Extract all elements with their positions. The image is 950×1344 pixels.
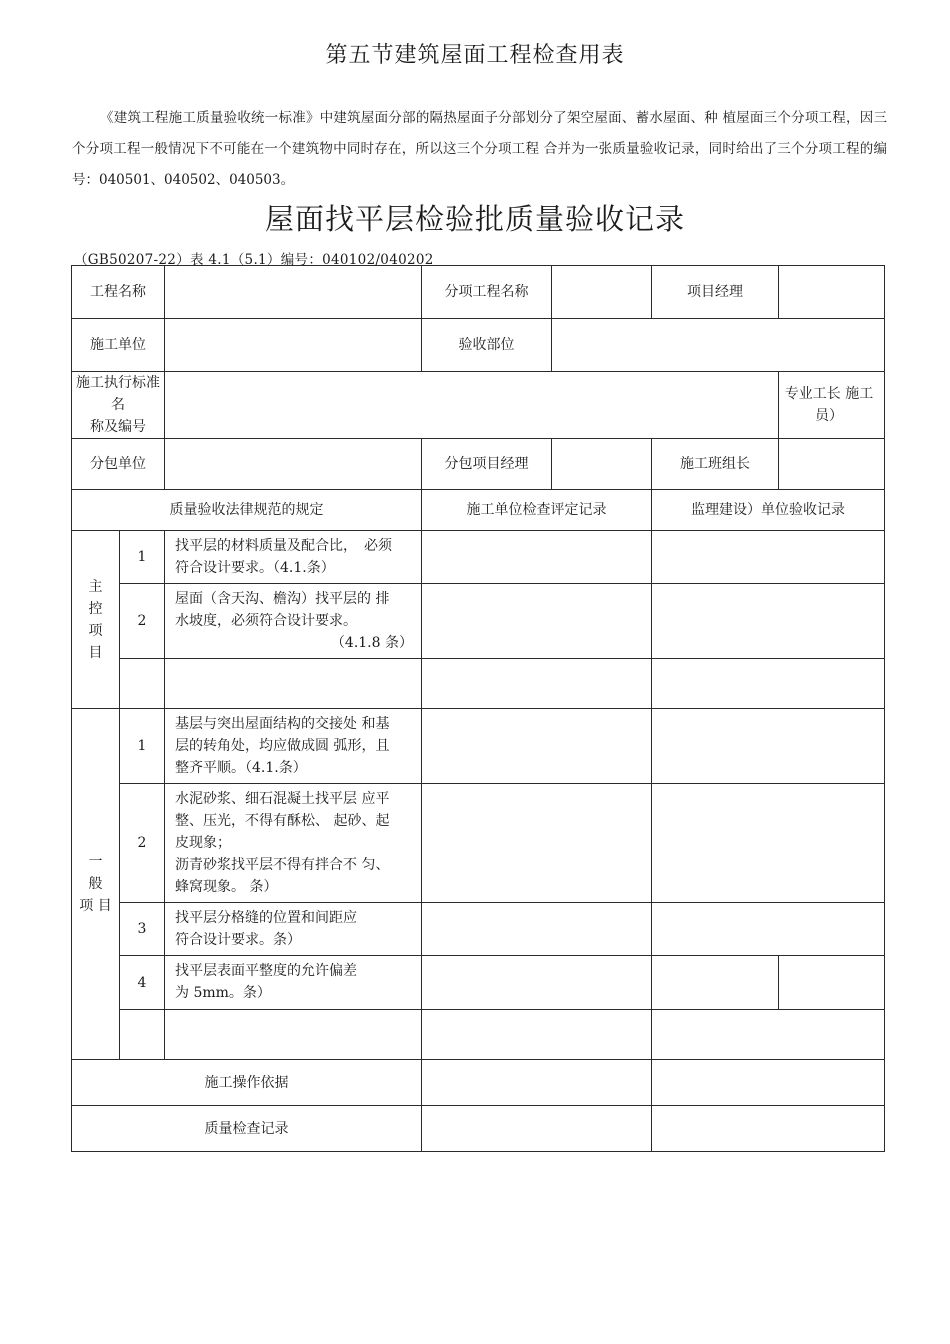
subcontractor-label: 分包单位: [72, 439, 165, 490]
standard-label-line2: 称及编号: [90, 419, 146, 435]
general-row-4: [72, 956, 885, 1010]
header-row-standard: [72, 372, 885, 439]
acceptance-record-table: [71, 265, 885, 1152]
general-label: [72, 709, 120, 1060]
item-requirement: [165, 709, 422, 784]
item-number: 2: [120, 784, 165, 903]
item-requirement-blank[interactable]: [165, 1010, 422, 1060]
standard-label: [72, 372, 165, 439]
contractor-check-cell[interactable]: [422, 1010, 652, 1060]
supervisor-check-cell[interactable]: [652, 709, 885, 784]
item-number: 3: [120, 903, 165, 956]
standard-value[interactable]: [165, 372, 779, 439]
supervisor-check-cell[interactable]: [652, 784, 885, 903]
requirement-line: 找平层分格缝的位置和间距应: [175, 910, 357, 926]
general-row-3: [72, 903, 885, 956]
standard-label-line1: 施工执行标准 名: [76, 375, 160, 413]
contractor-check-cell[interactable]: [422, 956, 652, 1010]
item-requirement: [165, 903, 422, 956]
intro-paragraph: 《建筑工程施工质量验收统一标准》中建筑屋面分部的隔热屋面子分部划分了架空屋面、蓄水屋面、种 植屋面三个分项工程，因三个分项工程一般情况下不可能在一个建筑物中同时存在，所以这三个分项工程 合并为一张质量验收记录，同时给出了三个分项工程的编号：040501、040502、040503。: [72, 110, 887, 188]
foreman-label-line1: 专业工长 施工: [784, 386, 874, 402]
contractor-check-column-header: 施工单位检查评定记录: [422, 490, 652, 531]
page-title: 第五节建筑屋面工程检查用表: [325, 43, 625, 68]
header-row-project: [72, 266, 885, 319]
form-title: 屋面找平层检验批质量验收记录: [264, 202, 685, 236]
basis-row: [72, 1060, 885, 1106]
spec-column-header: 质量验收法律规范的规定: [72, 490, 422, 531]
item-number-blank: [120, 659, 165, 709]
contractor-check-cell[interactable]: [422, 531, 652, 584]
supervisor-check-cell[interactable]: [652, 659, 885, 709]
contractor-check-cell[interactable]: [422, 784, 652, 903]
sub-manager-value[interactable]: [552, 439, 652, 490]
acceptance-part-label: 验收部位: [422, 319, 552, 372]
project-manager-value[interactable]: [779, 266, 885, 319]
project-name-label: 工程名称: [72, 266, 165, 319]
column-header-row: [72, 490, 885, 531]
team-leader-label: 施工班组长: [652, 439, 779, 490]
requirement-line: 符合设计要求。条）: [175, 932, 301, 948]
general-label-char: 般: [88, 876, 103, 892]
requirement-line: 找平层的材料质量及配合比， 必须: [175, 538, 392, 554]
item-requirement: [165, 531, 422, 584]
operation-basis-contractor[interactable]: [422, 1060, 652, 1106]
requirement-line: 屋面（含天沟、檐沟）找平层的 排: [175, 591, 390, 607]
general-row-blank: [72, 1010, 885, 1060]
contractor-value[interactable]: [165, 319, 422, 372]
requirement-line: 沥青砂浆找平层不得有拌合不 匀、: [175, 857, 390, 873]
contractor-check-cell[interactable]: [422, 709, 652, 784]
requirement-line: 符合设计要求。（4.1.条）: [175, 560, 335, 576]
main-control-label-char: 项: [88, 622, 103, 639]
contractor-check-cell[interactable]: [422, 903, 652, 956]
contractor-check-cell[interactable]: [422, 584, 652, 659]
contractor-label: 施工单位: [72, 319, 165, 372]
requirement-line: 为 5mm。条）: [175, 985, 271, 1001]
main-control-row-2: [72, 584, 885, 659]
item-number: 2: [120, 584, 165, 659]
item-requirement: [165, 584, 422, 659]
item-number-blank: [120, 1010, 165, 1060]
contractor-check-cell[interactable]: [422, 659, 652, 709]
supervisor-check-cell-b[interactable]: [779, 956, 885, 1010]
requirement-line: 层的转角处，均应做成圆 弧形，且: [175, 738, 390, 754]
sub-manager-label: 分包项目经理: [422, 439, 552, 490]
quality-record-supervisor[interactable]: [652, 1106, 885, 1152]
header-row-contractor: [72, 319, 885, 372]
general-label-char: 一: [88, 854, 103, 870]
supervisor-check-cell[interactable]: [652, 903, 885, 956]
acceptance-part-value[interactable]: [552, 319, 885, 372]
foreman-cell: [779, 372, 885, 439]
requirement-line: 基层与突出屋面结构的交接处 和基: [175, 716, 390, 732]
supervisor-check-cell[interactable]: [652, 531, 885, 584]
general-label-char: 项 目: [79, 898, 112, 914]
item-requirement: [165, 956, 422, 1010]
item-number: 4: [120, 956, 165, 1010]
item-requirement: [165, 784, 422, 903]
supervisor-check-cell-a[interactable]: [652, 956, 779, 1010]
main-control-row-blank: [72, 659, 885, 709]
item-number: 1: [120, 531, 165, 584]
item-number: 1: [120, 709, 165, 784]
main-control-label-char: 主: [88, 578, 103, 595]
supervisor-check-column-header: 监理建设）单位验收记录: [652, 490, 885, 531]
general-row-1: [72, 709, 885, 784]
sub-project-name-value[interactable]: [552, 266, 652, 319]
general-row-2: [72, 784, 885, 903]
form-code: （GB50207-22）表 4.1（5.1）编号：040102/040202: [74, 252, 434, 268]
operation-basis-label: 施工操作依据: [72, 1060, 422, 1106]
sub-project-name-label: 分项工程名称: [422, 266, 552, 319]
quality-record-contractor[interactable]: [422, 1106, 652, 1152]
team-leader-value[interactable]: [779, 439, 885, 490]
main-control-label-char: 目: [88, 644, 103, 661]
subcontractor-value[interactable]: [165, 439, 422, 490]
requirement-line: 整齐平顺。（4.1.条）: [175, 760, 307, 776]
operation-basis-supervisor[interactable]: [652, 1060, 885, 1106]
supervisor-check-cell[interactable]: [652, 584, 885, 659]
requirement-line: 水坡度，必须符合设计要求。: [175, 613, 357, 629]
supervisor-check-cell[interactable]: [652, 1010, 885, 1060]
requirement-line: 整、压光，不得有酥松、 起砂、起: [175, 813, 390, 829]
header-row-subcontractor: [72, 439, 885, 490]
main-control-label: [72, 531, 120, 709]
requirement-line: 水泥砂浆、细石混凝土找平层 应平: [175, 791, 390, 807]
main-control-label-char: 控: [88, 600, 103, 617]
requirement-line: 蜂窝现象。 条）: [175, 879, 278, 895]
requirement-line: 皮现象；: [175, 835, 231, 851]
project-name-value[interactable]: [165, 266, 422, 319]
project-manager-label: 项目经理: [652, 266, 779, 319]
main-control-row-1: [72, 531, 885, 584]
requirement-line: 找平层表面平整度的允许偏差: [175, 963, 357, 979]
record-row: [72, 1106, 885, 1152]
requirement-reference: （4.1.8 条）: [330, 635, 413, 651]
quality-record-label: 质量检查记录: [72, 1106, 422, 1152]
foreman-label-line2: 员）: [815, 408, 843, 424]
foreman-label: [779, 383, 879, 427]
item-requirement-blank[interactable]: [165, 659, 422, 709]
